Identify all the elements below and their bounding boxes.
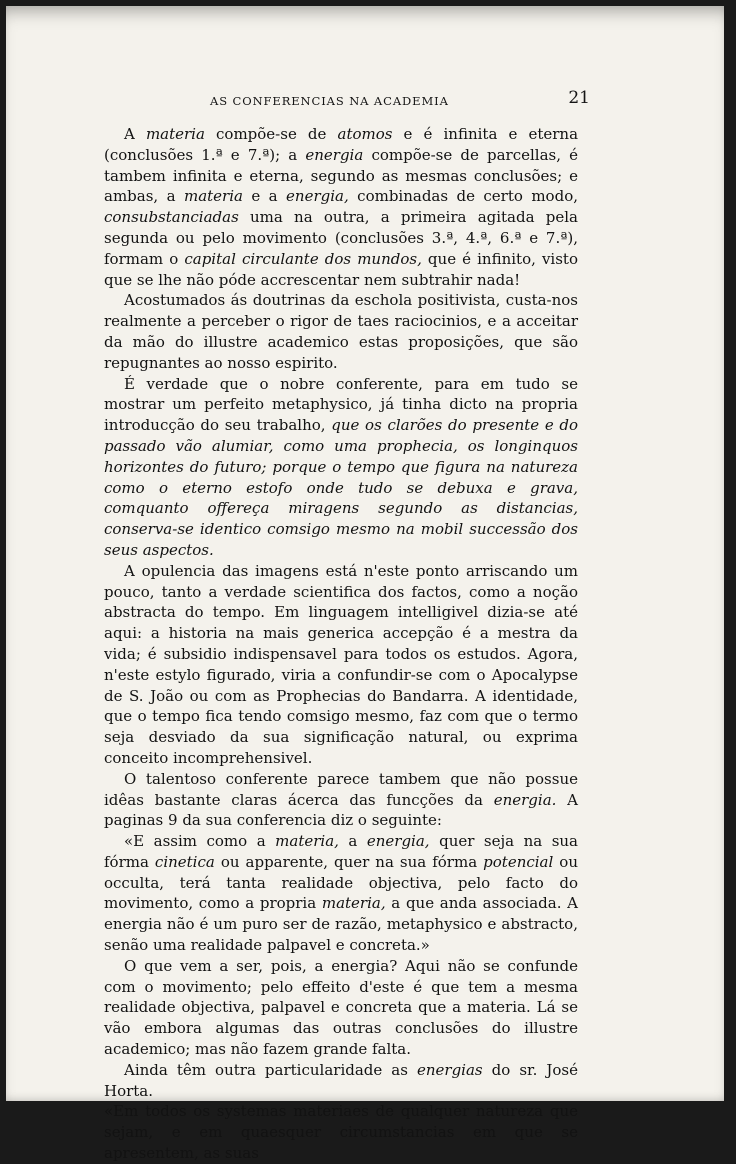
text-run: compõe-se de parcellas, é tambem infinita e eterna, segundo as mesmas conclusões; e ambas, a [104,145,578,206]
text-run: combinadas de certo modo, [348,187,578,206]
text-run: «E assim como a [124,832,276,851]
text-run: uma na outra, a primeira agitada pela segunda ou pelo movimento (conclusões 3.ª, 4.ª, 6.ª e 7.ª), formam o [104,208,578,268]
paragraph-2: Acostumados ás doutrinas da eschola positivista, custa-nos realmente a perceber o rigor de taes raciocinios, e a acceitar da mão do illustre academico estas proposições, que são repugnantes ao nosso espirito. [104,291,578,372]
paragraph-1 [104,124,578,290]
italic-run: energia [305,145,364,164]
paragraph-5 [104,769,578,831]
body-text [104,124,578,1164]
text-run: do sr. José Horta. [104,1060,578,1100]
italic-run: materia, [321,894,386,913]
text-run: Ainda têm outra particularidade as [124,1060,417,1079]
text-run: ou apparente, quer na sua fórma [214,852,484,871]
italic-run: que os clarões do presente e do passado vão alumiar, como uma prophecia, os longinquos horizontes do futuro; porque o tempo que figura na natureza como o eterno estofo onde tudo se debuxa e grava, comquanto offereça miragens segundo as distancias, conserva-se identico comsigo mesmo na mobil successão dos seus aspectos. [104,416,578,559]
text-run: O talentoso conferente parece tambem que não possue idêas bastante claras ácerca das funcções da [104,769,578,809]
paragraph-9-quote: «Em todos os systemas materiaes de qualquer natureza que sejam, e em quaesquer circumstancias em que se apresentem, as suas [104,1102,578,1163]
paragraph-6-quote [104,831,578,956]
italic-run: energia, [366,832,430,851]
page-header [110,86,590,116]
italic-run: materia, [275,832,339,851]
text-run: É verdade que o nobre conferente, para em tudo se mostrar um perfeito metaphysico, já tinha dicto na propria introducção do seu trabalho, [104,374,578,435]
text-run: e a [242,187,287,206]
italic-run: energia. [493,790,557,809]
italic-run: potencial [483,852,554,871]
paragraph-3 [104,374,578,561]
paragraph-8 [104,1060,578,1102]
page-number: 21 [568,88,590,108]
text-run: que é infinito, visto que se lhe não póde accrescentar nem subtrahir nada! [104,249,578,289]
italic-run: energias [417,1060,483,1079]
italic-run: materia [145,125,205,143]
text-run: ou occulta, terá tanta realidade objectiva, pelo facto do movimento, como a propria [104,852,578,913]
text-run: A [124,125,146,143]
running-head: AS CONFERENCIAS NA ACADEMIA [210,94,449,108]
italic-run: atomos [337,125,393,143]
text-run: a que anda associada. A energia não é um puro ser de razão, metaphysico e abstracto, senão uma realidade palpavel e concreta.» [104,894,578,955]
text-run: compõe-se de [204,125,338,143]
italic-run: cinetica [154,852,215,871]
text-run: e é infinita e eterna (conclusões 1.ª e 7.ª); a [104,125,579,164]
text-run: A paginas 9 da sua conferencia diz o seguinte: [104,790,579,830]
text-run: quer seja na sua fórma [104,832,578,871]
text-run: a [338,832,367,851]
paragraph-7: O que vem a ser, pois, a energia? Aqui não se confunde com o movimento; pelo effeito d'este é que tem a mesma realidade objectiva, palpavel e concreta que a materia. Lá se vão embora algumas das outras conclusões do illustre academico; mas não fazem grande falta. [104,956,578,1059]
italic-run: capital circulante dos mundos, [184,249,422,268]
italic-run: materia [183,187,243,206]
italic-run: consubstanciadas [104,208,239,227]
italic-run: energia, [286,187,349,206]
paragraph-4: A opulencia das imagens está n'este ponto arriscando um pouco, tanto a verdade scientifica dos factos, como a noção abstracta do tempo. Em linguagem intelligivel dizia-se até aqui: a historia na mais generica accepção é a mestra da vida; é subsidio indispensavel para todos os estudos. Agora, n'este estylo figurado, viria a confundir-se com o Apocalypse de S. João ou com as Prophecias do Bandarra. A identidade, que o tempo fica tendo comsigo mesmo, faz com que o termo seja desviado da sua significação natural, ou exprima conceito incomprehensivel. [104,561,578,767]
